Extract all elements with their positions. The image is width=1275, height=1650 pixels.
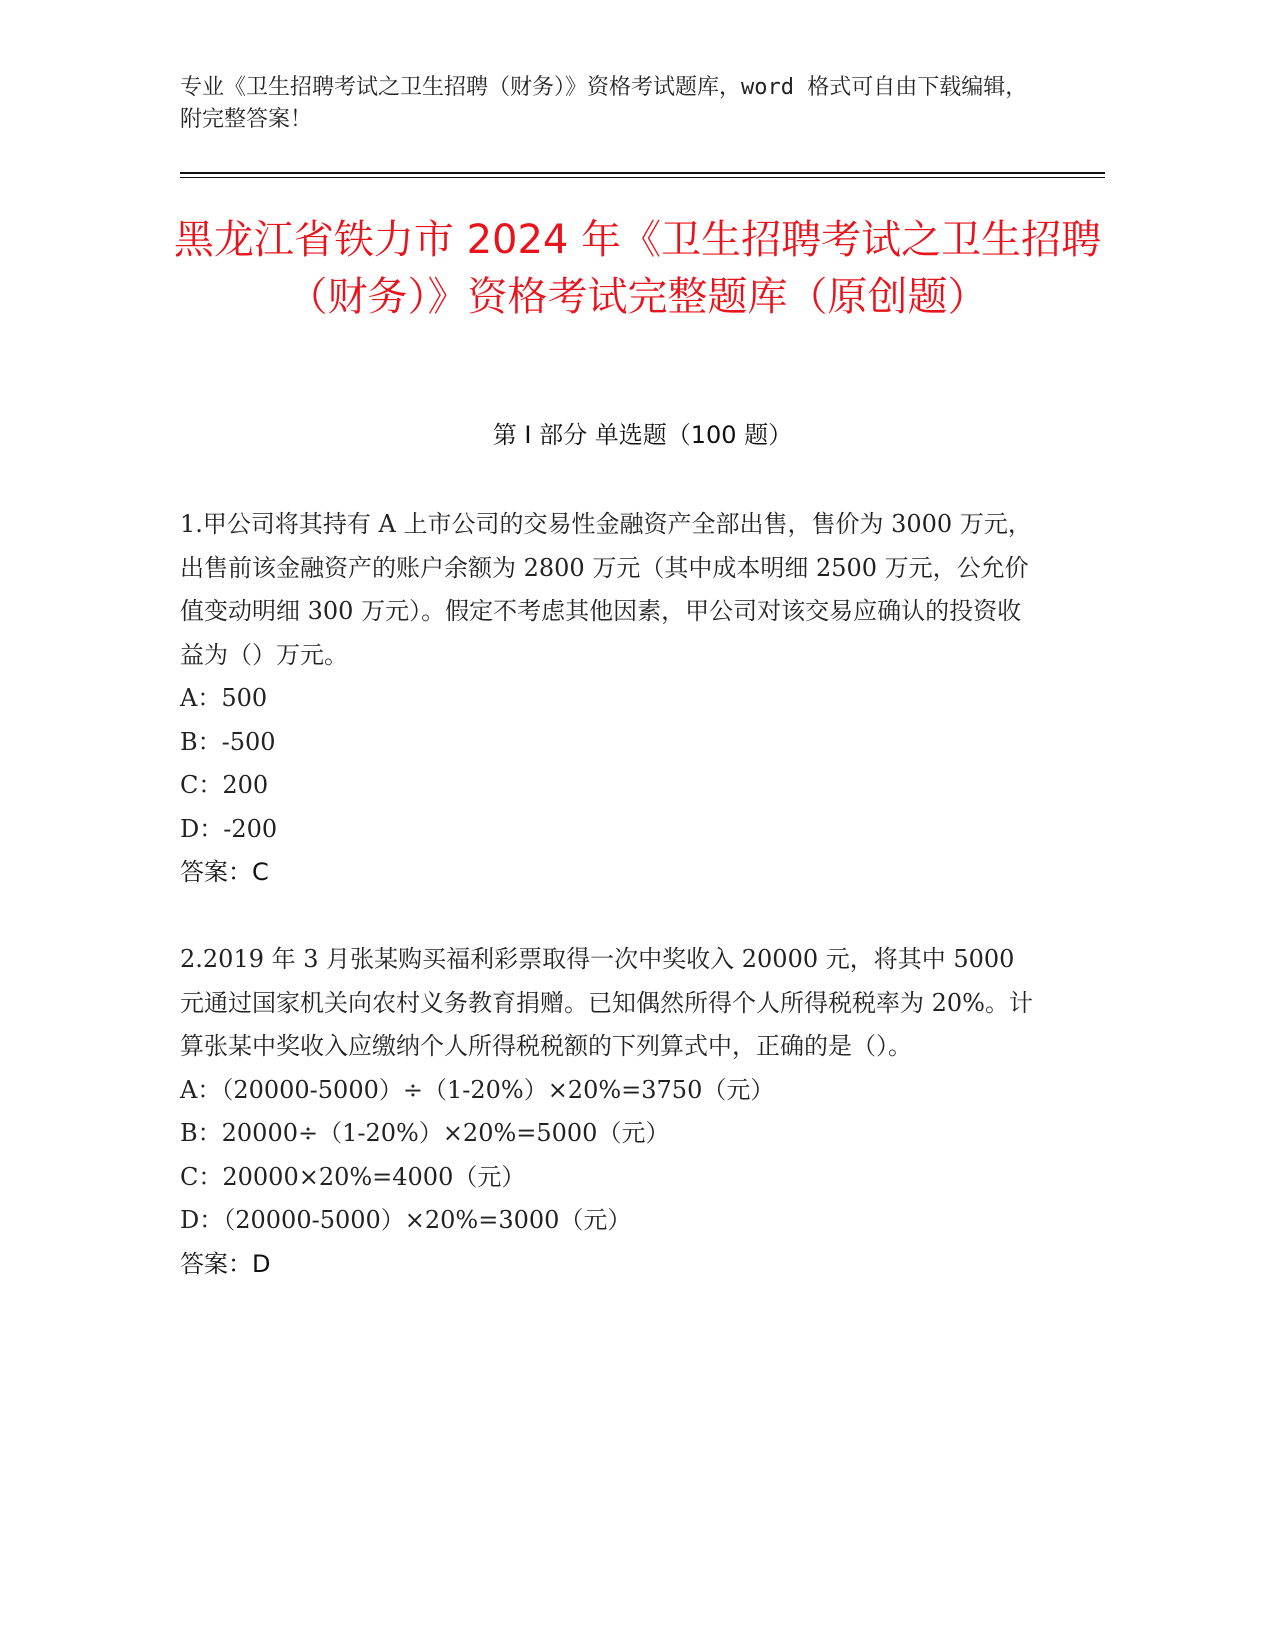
header-note: 专业《卫生招聘考试之卫生招聘（财务）》资格考试题库，word 格式可自由下载编辑，附完整答案！	[180, 75, 1028, 132]
question-stem: 2.2019 年 3 月张某购买福利彩票取得一次中奖收入 20000 元，将其中 5000 元通过国家机关向农村义务教育捐赠。已知偶然所得个人所得税税率为 20%。计算张某中奖收入应缴纳个人所得税税额的下列算式中，正确的是（）。	[180, 945, 1033, 1060]
header-rule-thick	[180, 172, 1105, 174]
option-c: C：200	[180, 771, 269, 799]
answer-label: 答案：C	[180, 858, 269, 886]
section-title: 第 I 部分 单选题（100 题）	[492, 421, 793, 449]
question-1	[180, 503, 1040, 895]
option-d: D：-200	[180, 814, 278, 843]
option-c: C：20000×20%=4000（元）	[180, 1162, 526, 1191]
header-rule-thin	[180, 177, 1105, 178]
document-title: 黑龙江省铁力市 2024 年《卫生招聘考试之卫生招聘（财务）》资格考试完整题库（原创题）	[173, 217, 1102, 320]
answer-label: 答案：D	[180, 1249, 271, 1278]
option-b: B：20000÷（1-20%）×20%=5000（元）	[180, 1119, 670, 1147]
option-d: D：（20000-5000）×20%=3000（元）	[180, 1206, 632, 1234]
question-stem: 1.甲公司将其持有 A 上市公司的交易性金融资产全部出售，售价为 3000 万元，出售前该金融资产的账户余额为 2800 万元（其中成本明细 2500 万元，公允价值变动明细 300 万元）。假定不考虑其他因素，甲公司对该交易应确认的投资收益为（）万元。	[180, 510, 1032, 669]
question-2	[180, 938, 1040, 1286]
option-b: B：-500	[180, 727, 276, 756]
option-a: A：（20000-5000）÷（1-20%）×20%=3750（元）	[180, 1075, 775, 1104]
option-a: A：500	[180, 684, 268, 712]
